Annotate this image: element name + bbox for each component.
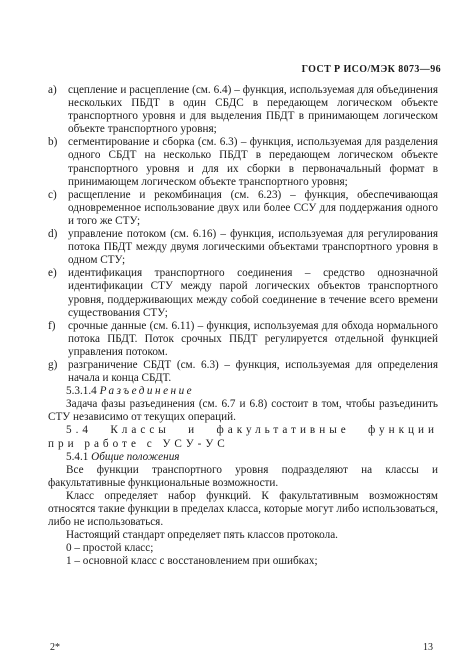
list-label: e) [48, 267, 57, 280]
section-5-4-1-heading [48, 451, 438, 464]
list-item-g [48, 359, 438, 385]
list-item-d [48, 228, 438, 267]
list-item-f [48, 320, 438, 359]
class-text: – простой класс; [74, 542, 154, 555]
list-label: a) [48, 84, 57, 96]
section-5-4-heading-line2: при работе с УСУ-УС [48, 437, 229, 450]
page-number: 13 [423, 642, 433, 653]
standard-header: ГОСТ Р ИСО/МЭК 8073—96 [301, 64, 441, 75]
paragraph-2: Класс определяет набор функций. К факультативным возможностям относятся такие функции в пределах класса, которые могут либо использоваться, либо не использоваться. [48, 489, 438, 529]
footer-signature: 2* [50, 642, 60, 653]
list-text: сегментирование и сборка (см. 6.3) – функция, используемая для разделения одного СБДТ на несколько ПБДТ в передающем логическом объекте транспортного уровня и для их сборки в первоначальный формат в принимающем логическом объекте транспортного уровня; [68, 136, 438, 188]
class-item-1 [48, 555, 438, 568]
list-text: идентификация транспортного соединения – средство однозначной идентификации СТУ между парой логических объектов транспортного уровня, поддерживающих между собой соединение в течение всего времени существования СТУ; [68, 267, 438, 319]
list-item-a [48, 84, 438, 136]
section-number: 5.3.1.4 [66, 385, 97, 398]
class-item-0 [48, 542, 438, 555]
list-item-e [48, 267, 438, 319]
list-text: расщепление и рекомбинация (см. 6.23) – функция, обеспечивающая одновременное использование двух или более ССУ для поддержания одного и того же СТУ; [68, 188, 438, 227]
list-text: срочные данные (см. 6.11) – функция, используемая для обхода нормального потока ПБДТ. Поток срочных ПБДТ регулируется отдельной функцией управления потоком. [68, 319, 438, 358]
section-title: Разъединение [99, 385, 195, 398]
list-text: разграничение СБДТ (см. 6.3) – функция, используемая для определения начала и конца СБДТ. [68, 358, 438, 385]
list-label: f) [48, 319, 56, 332]
list-label: c) [48, 188, 57, 201]
list-text: сцепление и расцепление (см. 6.4) – функция, используемая для объединения нескольких ПБДТ в один СБДС в передающем логическом объекте транспортного уровня и для выделения ПБДТ в принимающем логическом объекте транспортного уровня; [68, 84, 438, 136]
list-label: d) [48, 228, 58, 241]
paragraph-1: Все функции транспортного уровня подразделяют на классы и факультативные функциональные возможности. [48, 463, 438, 489]
section-5-3-1-4-heading [48, 385, 438, 398]
list-item-c [48, 189, 438, 228]
list-text: управление потоком (см. 6.16) – функция, используемая для регулирования потока ПБДТ между двумя логическими объектами транспортного уровня в одном СТУ; [68, 228, 438, 267]
class-number: 0 [66, 542, 72, 555]
section-number: 5.4.1 [66, 450, 89, 463]
section-5-4-heading-line1: 5.4 Классы и факультативные функции [66, 424, 438, 437]
page-body [48, 84, 438, 568]
disconnect-paragraph: Задача фазы разъединения (см. 6.7 и 6.8) состоит в том, чтобы разъединить СТУ независимо от текущих операций. [48, 398, 438, 424]
list-label: b) [48, 136, 58, 149]
section-title: Общие положения [91, 450, 180, 463]
list-item-b [48, 136, 438, 188]
class-text: – основной класс с восстановлением при ошибках; [74, 555, 318, 568]
list-label: g) [48, 358, 58, 371]
paragraph-3: Настоящий стандарт определяет пять классов протокола. [66, 529, 338, 542]
class-number: 1 [66, 555, 72, 568]
